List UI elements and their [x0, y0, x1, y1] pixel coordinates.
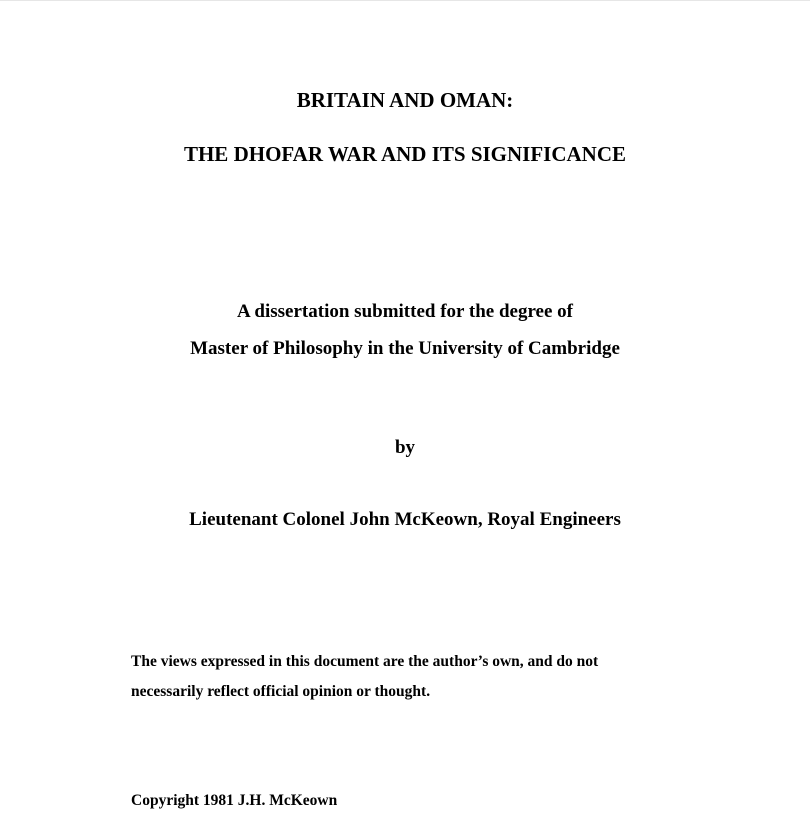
submission-line-1: A dissertation submitted for the degree of: [237, 301, 573, 322]
author-name: Lieutenant Colonel John McKeown, Royal Engineers: [189, 509, 621, 530]
submission-line-2: Master of Philosophy in the University of Cambridge: [190, 338, 620, 359]
disclaimer-line-2: necessarily reflect official opinion or thought.: [131, 683, 431, 700]
copyright-notice: Copyright 1981 J.H. McKeown: [131, 792, 338, 809]
disclaimer-line-1: The views expressed in this document are the author’s own, and do not: [131, 653, 599, 670]
title-line-2: THE DHOFAR WAR AND ITS SIGNIFICANCE: [183, 142, 627, 166]
by-text: by: [394, 437, 416, 458]
title-line-1: BRITAIN AND OMAN:: [296, 88, 514, 112]
